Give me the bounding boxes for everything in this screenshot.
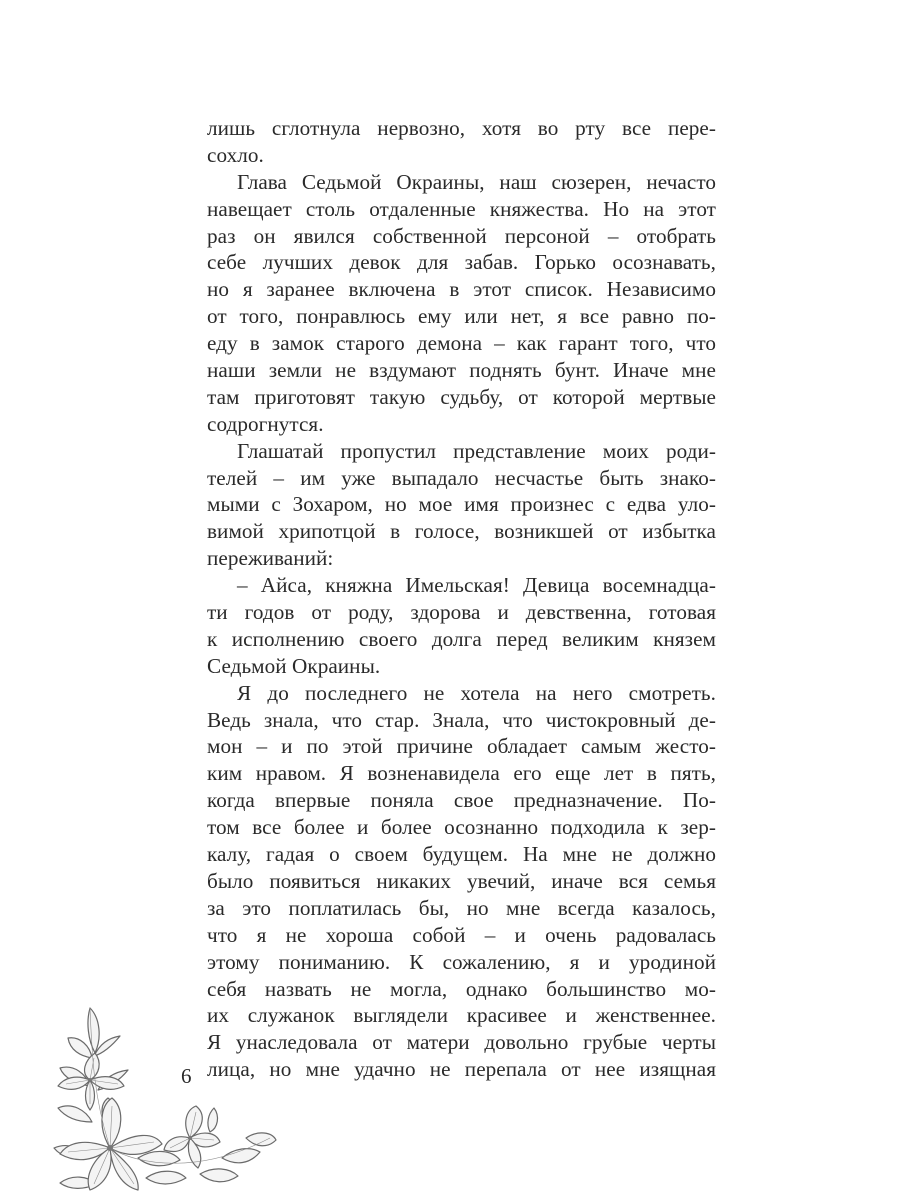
text-line: телей – им уже выпадало несчастье быть знако- [207, 465, 716, 490]
text-line: содрогнутся. [207, 411, 324, 436]
text-line: раз он явился собственной персоной – отобрать [207, 223, 716, 248]
body-text [207, 115, 716, 1083]
text-line: этому пониманию. К сожалению, я и уродиной [207, 949, 716, 974]
text-line: Я унаследовала от матери довольно грубые черты [207, 1030, 716, 1055]
text-line: лишь сглотнула нервозно, хотя во рту все пере- [207, 116, 716, 140]
text-line: мыми с Зохаром, но мое имя произнес с едва уло- [207, 492, 716, 517]
text-line: сохло. [207, 142, 264, 167]
text-line: том все более и более осознанно подходила к зер- [207, 815, 716, 840]
text-line: Ведь знала, что стар. Знала, что чистокровный де- [207, 707, 716, 732]
page-number: 6 [181, 1064, 192, 1088]
text-line: но я заранее включена в этот список. Независимо [207, 277, 716, 302]
text-line: переживаний: [207, 546, 334, 571]
text-line: к исполнению своего долга перед великим князем [207, 626, 716, 651]
text-line: там приготовят такую судьбу, от которой мертвые [207, 384, 716, 409]
text-line: было появиться никаких увечий, иначе вся семья [207, 868, 716, 893]
text-line: лица, но мне удачно не перепала от нее изящная [207, 1057, 716, 1082]
text-line: от того, понравлюсь ему или нет, я все равно по- [207, 304, 716, 329]
text-line: мон – и по этой причине обладает самым жесто- [207, 734, 716, 759]
text-line: себе лучших девок для забав. Горько осознавать, [207, 250, 716, 275]
text-line: ким нравом. Я возненавидела его еще лет в пять, [207, 761, 716, 786]
text-line: за это поплатилась бы, но мне всегда казалось, [207, 895, 716, 920]
text-line: – Айса, княжна Имельская! Девица восемнадца- [237, 573, 716, 598]
text-line: себя назвать не могла, однако большинство мо- [207, 976, 716, 1001]
text-line: когда впервые поняла свое предназначение. По- [207, 788, 716, 813]
text-line: Глашатай пропустил представление моих роди- [237, 438, 716, 463]
text-line: их служанок выглядели красивее и женственнее. [207, 1003, 716, 1028]
text-line: наши земли не вздумают поднять бунт. Иначе мне [207, 358, 716, 383]
text-line: вимой хрипотцой в голосе, возникшей от избытка [207, 519, 716, 544]
text-line: еду в замок старого демона – как гарант того, что [207, 331, 716, 356]
text-line: навещает столь отдаленные княжества. Но на этот [207, 196, 716, 221]
text-line: Седьмой Окраины. [207, 653, 381, 678]
floral-corner-icon [50, 998, 280, 1198]
text-line: калу, гадая о своем будущем. На мне не должно [207, 842, 716, 867]
text-line: ти годов от роду, здорова и девственна, готовая [207, 600, 716, 625]
text-line: Я до последнего не хотела на него смотреть. [237, 680, 716, 705]
text-line: что я не хороша собой – и очень радовалась [207, 922, 716, 947]
text-line: Глава Седьмой Окраины, наш сюзерен, нечасто [237, 169, 716, 194]
